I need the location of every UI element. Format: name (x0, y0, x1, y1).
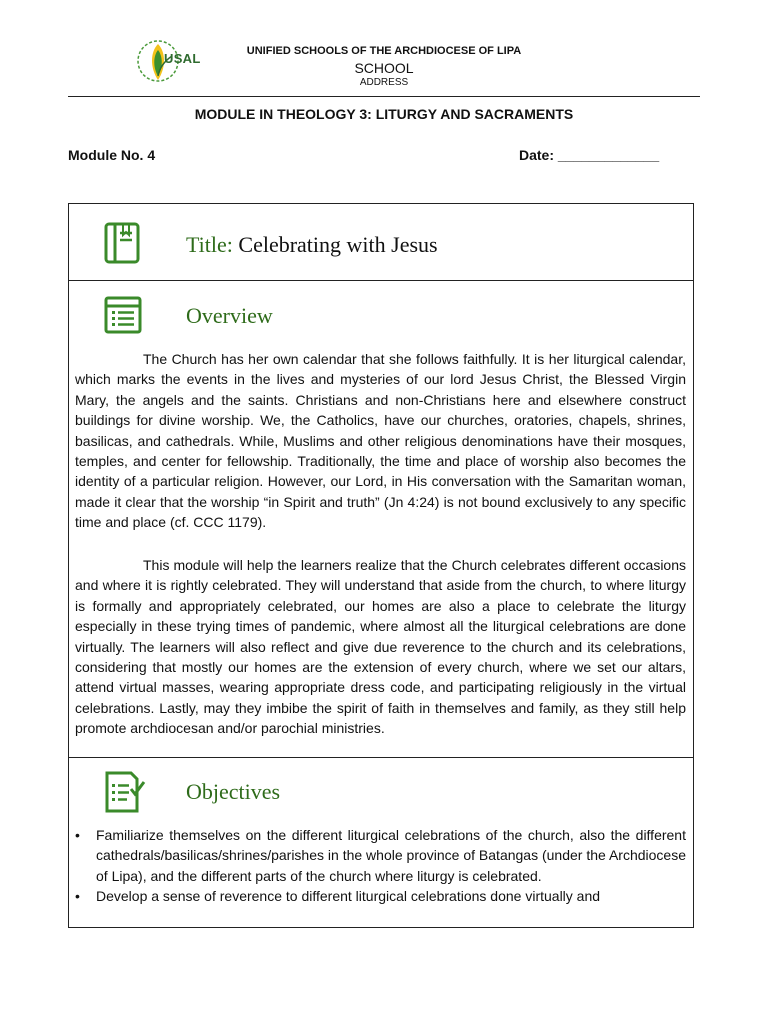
org-name: UNIFIED SCHOOLS OF THE ARCHDIOCESE OF LIPA (246, 45, 522, 57)
overview-paragraph-1 (75, 349, 686, 533)
objective-item: • Develop a sense of reverence to different liturgical celebrations done virtually and (75, 886, 686, 906)
title-heading (186, 232, 438, 258)
title-label: Title: (186, 232, 233, 257)
document-list-icon (103, 295, 143, 335)
objective-item: • Familiarize themselves on the different liturgical celebrations of the church, also the different cathedrals/basilicas/shrines/parishes in the whole province of Batangas (under the Archdiocese of Lipa), and the different parts of the church where liturgy is celebrated. (75, 825, 686, 886)
logo-text: USAL (164, 51, 201, 66)
module-title: MODULE IN THEOLOGY 3: LITURGY AND SACRAMENTS (194, 106, 574, 122)
date-field: Date: _____________ (519, 147, 660, 163)
school-name: SCHOOL (354, 60, 414, 76)
objectives-heading: Objectives (186, 779, 281, 804)
overview-paragraph-1-text: The Church has her own calendar that she follows faithfully. It is her liturgical calendar, which marks the events in the lives and mysteries of our lord Jesus Christ, the Blessed Virgin Mary, the angels and the saints. Christians and non-Christians here and elsewhere construct buildings for divine worship. We, the Catholics, have our churches, oratories, chapels, shrines, basilicas, and cathedrals. While, Muslims and other religious denominations have their mosques, temples, and center for fellowship. Traditionally, the time and place of worship also becomes the identity of a particular religion. However, our Lord, in His conversation with the Samaritan woman, made it clear that the worship “in Spirit and truth” (Jn 4:24) is not bound exclusively to any specific time and place (cf. CCC 1179). (75, 351, 686, 531)
module-number: Module No. 4 (68, 147, 156, 163)
overview-paragraph-2 (75, 555, 686, 739)
module-topic-title: Celebrating with Jesus (238, 232, 438, 257)
school-address: ADDRESS (359, 77, 409, 88)
overview-heading: Overview (186, 303, 273, 328)
overview-paragraph-2-text: This module will help the learners realize that the Church celebrates different occasions and where it is rightly celebrated. They will understand that aside from the church, to where liturgy is formally and appropriately celebrated, our homes are also a place to celebrate the liturgy especially in these trying times of pandemic, where almost all the liturgical celebrations are done virtually. The learners will also reflect and give due reverence to the church and its celebrations, considering that mostly our homes are the extension of every church, where we set our altars, attend virtual masses, wearing appropriate dress code, and participating religiously in the virtual celebrations. Lastly, may they imbibe the spirit of faith in themselves and family, as they still help promote archdiocesan and/or parochial ministries. (75, 557, 686, 737)
objectives-clip (68, 757, 694, 927)
objectives-list (75, 825, 686, 907)
book-icon (102, 221, 142, 265)
header-divider (68, 96, 700, 97)
section-divider (68, 280, 694, 281)
